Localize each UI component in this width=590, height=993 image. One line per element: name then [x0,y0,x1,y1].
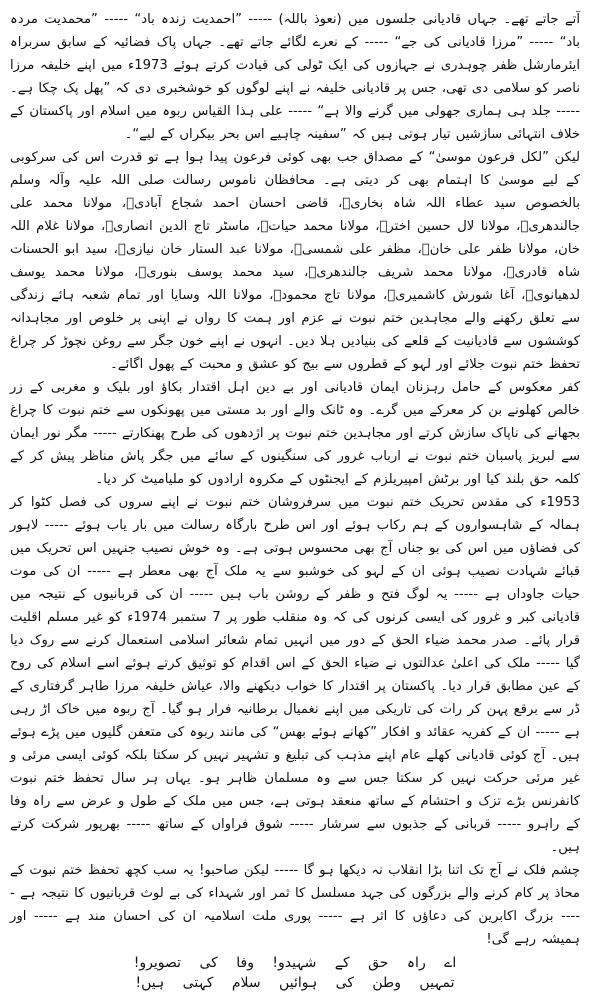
couplet-line-1: اے راہ حق کے شہیدو! وفا کی تصویرو! [133,955,457,971]
paragraph-2: لیکن ”لکل فرعون موسیٰ“ کے مصداق جب بھی کوئی فرعون پیدا ہوا ہے تو قدرت اس کی سرکوبی کے لیے موسیٰ کا اہتمام بھی کر دیتی ہے۔ محافظان ناموس رسالت صلی اللہ علیہ وآلہ وسلم بالخصوص سید عطاء اللہ شاہ بخاریؒ، قاضی احسان احمد شجاع آبادیؒ، مولانا محمد علی جالندھریؒ، مولانا لال حسین اخترؒ، مولانا محمد حیاتؒ، ماسٹر تاج الدین انصاریؒ، مولانا غلام اللہ خان، مولانا ظفر علی خانؒ، مظفر علی شمسیؒ، مولانا عبد الستار خان نیازیؒ، سید ابو الحسنات شاہ قادریؒ، مولانا محمد شریف جالندھریؒ، سید محمد یوسف بنوریؒ، مولانا محمد یوسف لدھیانویؒ، آغا شورش کاشمیریؒ، مولانا تاج محمودؒ، مولانا اللہ وسایا اور تمام شعبہ ہائے زندگی سے تعلق رکھنے والے مجاہدین ختم نبوت نے عزم اور ہمت کا رواں نے اپنی پر خلوص اور مجاہدانہ کوششوں سے قادیانیت کے قلعے کی بنیادیں ہلا دیں۔ انہوں نے اپنے خون جگر سے روغن نچوڑ کر چراغ تحفظ ختم نبوت جلائے اور لہو کے قطروں سے بیج کو عشق و محبت کے پھول اگائے۔ [10,150,580,372]
paragraph-4: 1953ء کی مقدس تحریک ختم نبوت میں سرفروشان ختم نبوت نے اپنے سروں کی فصل کٹوا کر ہمالہ کے شاہسواروں کے ہم رکاب ہوئے اور اس طرح بارگاہ رسالت میں بار یاب ہوئے ----- لاہور کی فضاؤں میں اس کی بو جناں آج بھی محسوس ہوتی ہے۔ وہ خوش نصیب جنہیں اس تحریک میں قبائے شہادت نصیب ہوئی ان کے لہو کی خوشبو سے یہ ملک آج بھی معطر ہے ----- ان کی موت حیات جاوداں ہے ----- یہ لوگ فتح و ظفر کے روشن باب ہیں ----- ان کی قربانیوں کے نتیجہ میں قادیانی کبر و غرور کی ایسی کرنوں کی کہ وہ منقلب طور پر 7 ستمبر 1974ء کو غیر مسلم اقلیت قرار پائے۔ صدر محمد ضیاء الحق کے دور میں انہیں تمام شعائر اسلامی استعمال کرنے سے روک دیا گیا ----- ملک کی اعلیٰ عدالتوں نے ضیاء الحق کے اس اقدام کو توثیق کرتے ہوئے اسے اسلام کی روح کے عین مطابق قرار دیا۔ پاکستان پر اقتدار کا خواب دیکھنے والا، عیاش خلیفہ مرزا طاہر گرفتاری کے ڈر سے برقع پہن کر رات کی تاریکی میں اپنے نغمیال برطانیہ فرار ہو گیا۔ آج ربوہ میں خاک اڑ رہی ہے ----- ان کے کفریہ عقائد و افکار ”کھانے ہوئے بھس“ کی مانند ربوہ کی متعفن گلیوں میں پڑے ہوئے ہیں۔ آج کوئی قادیانی کھلے عام اپنے مذہب کی تبلیغ و تشہیر نہیں کر سکتا بلکہ کوئی ایسی مرئی و غیر مرئی حرکت نہیں کر سکتا جس سے وہ مسلمان ظاہر ہو۔ یہاں ہر سال تحفظ ختم نبوت کانفرنس بڑے تزک و احتشام کے ساتھ منعقد ہوتی ہے، جس میں ملک کے طول و عرض سے راہ وفا کے راہرو ----- قربانی کے جذبوں سے سرشار ----- شوق فراواں کے ساتھ ----- بھرپور شرکت کرتے ہیں۔ [10,495,580,855]
paragraph-5: چشم فلک نے آج تک اتنا بڑا انقلاب نہ دیکھا ہو گا ----- لیکن صاحبو! یہ سب کچھ تحفظ ختم نبوت کے محاذ پر کام کرنے والے بزرگوں کی جہد مسلسل کا ثمر اور شہداء کی بے لوث قربانیوں کا نتیجہ ہے ----- بزرگ اکابرین کی دعاؤں کا اثر ہے ----- پوری ملت اسلامیہ ان کی احسان مند ہے ----- اور ہمیشہ رہے گی! [10,863,580,947]
paragraph-3: کفر معکوس کے حامل رہزنان ایمان قادیانی اور بے دین اہل اقتدار بکاؤ اور بلیک و مغربی کے زر خالص کھلونے بن کر معرکے میں گرے۔ وہ ٹانک والے اور بد مستی میں پھونکوں سے ختم نبوت کا چراغ بجھانے کی ناپاک سازش کرتے اور مجاہدین ختم نبوت پر اژدھوں کی طرح پھنکارتے ----- مگر نور ایمان سے لبریز پاسبان ختم نبوت نے ارباب غرور کی سنگینوں کے سائے میں جگر پاش مناظر پیش کر کے کلمہ حق بلند کیا اور برٹش امپیریلزم کے ایجنٹوں کے مکروہ ارادوں کو ملیامیٹ کر دیا۔ [10,380,580,487]
couplet-line-2: تمہیں وطن کی ہوائیں سلام کہتی ہیں! [135,975,455,991]
closing-couplet [10,953,580,993]
paragraph-1: آتے جاتے تھے۔ جہاں قادیانی جلسوں میں (نعوذ باللہ) ----- ”احمدیت زندہ باد“ ----- ”محمدیت مردہ باد“ ----- ”مرزا قادیانی کی جے“ ----- کے نعرے لگائے جاتے تھے۔ جہاں پاک فضائیہ کے سابق سربراہ ایئرمارشل ظفر چوہدری نے جہازوں کی ایک ٹولی کی قیادت کرتے ہوئے 1973ء میں اپنے خلیفہ مرزا ناصر کو سلامی دی تھی، جس پر قادیانی خلیفہ نے اپنے لوگوں کو خوشخبری دی کہ ”پھل پک چکا ہے۔ ----- جلد ہی ہماری جھولی میں گرنے والا ہے“ ----- علی ہذا القیاس ربوہ میں اسلام اور پاکستان کے خلاف انتہائی سازشیں تیار ہوتی ہیں کہ ”سفینہ چاہیے اس بحر بیکراں کے لیے“۔ [10,12,581,142]
